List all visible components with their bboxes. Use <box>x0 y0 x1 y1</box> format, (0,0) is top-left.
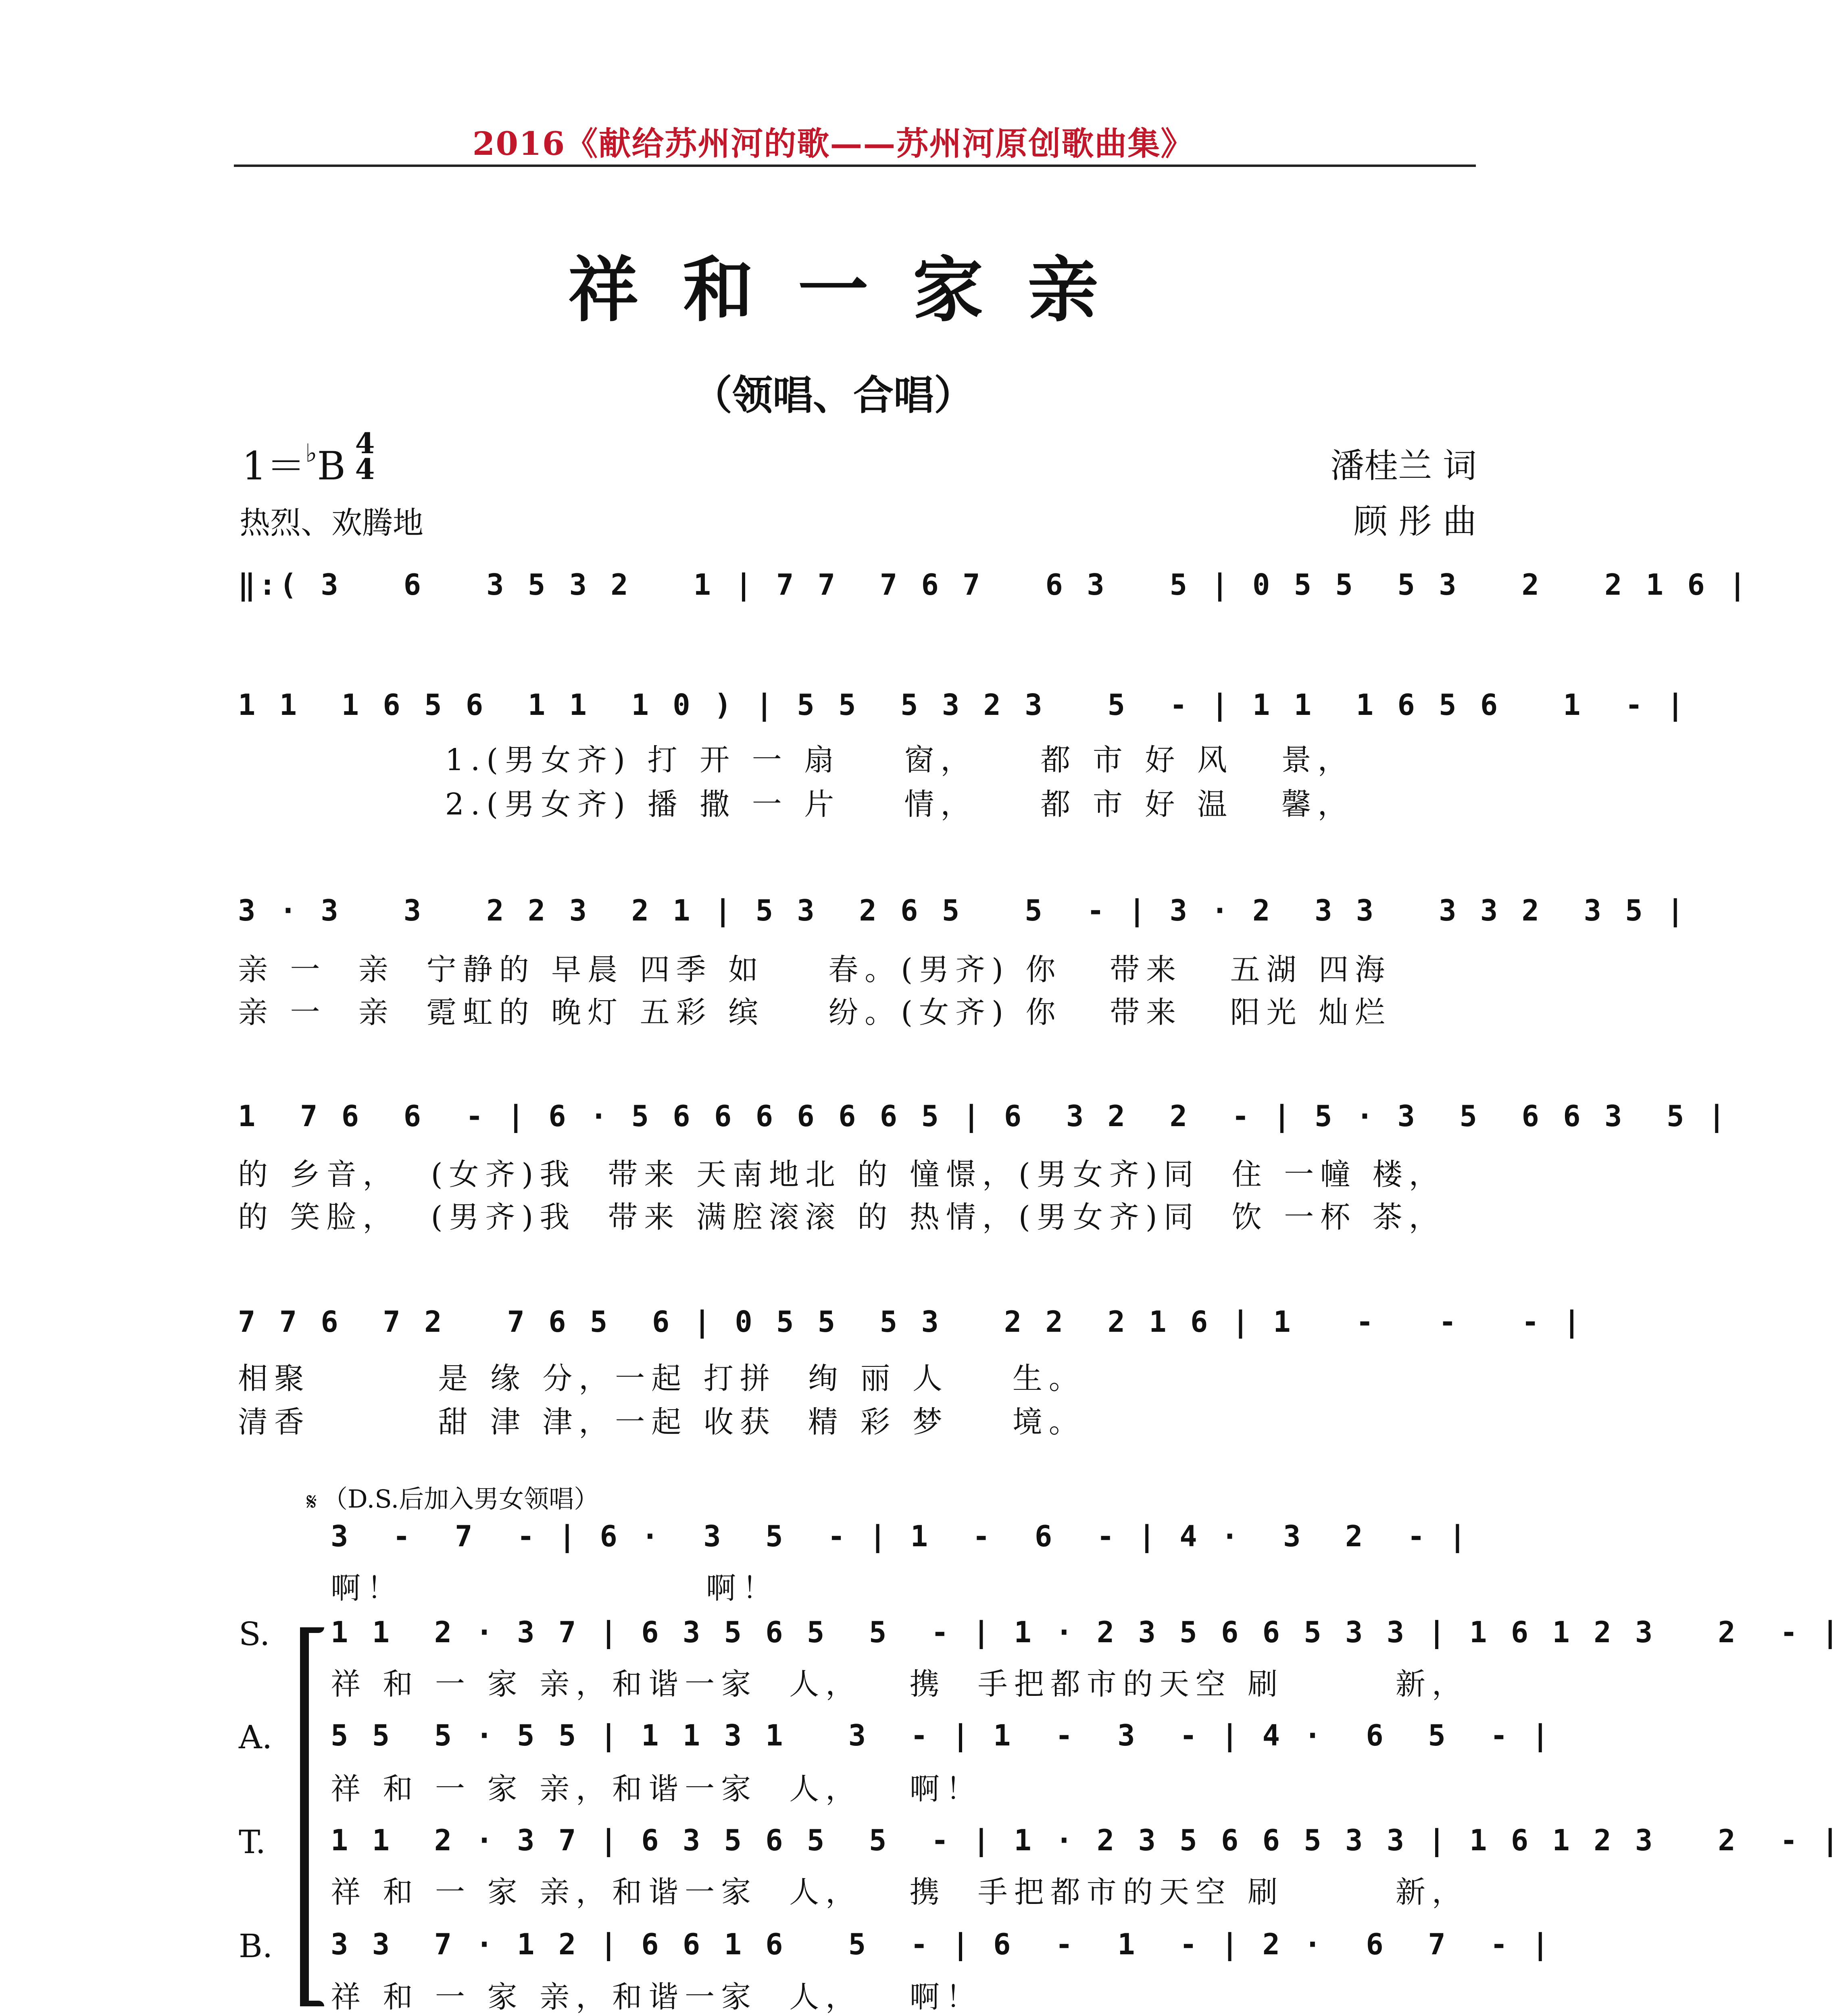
voice-label-bass: B. <box>239 1927 273 1965</box>
time-signature <box>355 427 375 486</box>
system-5-lyric-verse2: 清香 甜 津 津，一起 收获 精 彩 梦 境。 <box>238 1405 1085 1439</box>
composer-credit: 顾 彤 曲 <box>1353 502 1477 541</box>
collection-title: 2016《献给苏州河的歌——苏州河原创歌曲集》 <box>472 125 1194 162</box>
header-rule <box>234 165 1476 167</box>
song-subtitle: （领唱、合唱） <box>692 371 974 419</box>
choir-brace <box>300 1627 309 2006</box>
key-note: B <box>317 444 346 489</box>
system-5-lyric-verse1: 相聚 是 缘 分，一起 打拼 绚 丽 人 生。 <box>238 1361 1085 1396</box>
voice-label-soprano: S. <box>239 1615 270 1653</box>
lead-lyrics: 啊！ 啊！ <box>331 1571 779 1606</box>
voice-label-tenor: T. <box>239 1823 266 1861</box>
system-2-lyric-verse1: 1.(男女齐) 打 开 一 扇 窗， 都 市 好 风 景， <box>238 743 1354 777</box>
alto-notes: 5 5 5 · 5 5 | 1 1 3 1 3 - | 1 - 3 - | 4 · 6 5 - | <box>331 1718 1552 1752</box>
soprano-lyrics: 祥 和 一 家 亲，和谐一家 人， 携 手把都市的天空 刷 新， <box>331 1667 1468 1702</box>
time-bottom: 4 <box>355 452 375 486</box>
alto-lyrics: 祥 和 一 家 亲，和谐一家 人， 啊！ <box>331 1772 982 1806</box>
key-signature <box>242 435 346 491</box>
tempo-marking: 热烈、欢腾地 <box>240 505 423 541</box>
lyricist-credit: 潘桂兰 词 <box>1330 446 1477 485</box>
voice-label-alto: A. <box>239 1718 273 1756</box>
choir-bracket-top <box>300 1627 324 1633</box>
system-3-lyric-verse1: 亲 一 亲 宁静的 早晨 四季 如 春。(男齐) 你 带来 五湖 四海 <box>238 952 1392 987</box>
tenor-notes: 1 1 2 · 3 7 | 6 3 5 6 5 5 - | 1 · 2 3 5 6 6 5 3 3 | 1 6 1 2 3 2 - | <box>331 1823 1842 1857</box>
system-5-notes: 7 7 6 7 2 7 6 5 6 | 0 5 5 5 3 2 2 2 1 6 | 1 - - - | <box>238 1305 1584 1339</box>
choir-bracket-bottom <box>300 2001 324 2006</box>
system-3-notes: 3 · 3 3 2 2 3 2 1 | 5 3 2 6 5 5 - | 3 · 2 3 3 3 3 2 3 5 | <box>238 893 1688 927</box>
system-4-notes: 1 7 6 6 - | 6 · 5 6 6 6 6 6 6 5 | 6 3 2 2 - | 5 · 3 5 6 6 3 5 | <box>238 1099 1729 1133</box>
time-top: 4 <box>355 427 375 460</box>
system-3-lyric-verse2: 亲 一 亲 霓虹的 晚灯 五彩 缤 纷。(女齐) 你 带来 阳光 灿烂 <box>238 995 1392 1030</box>
bass-lyrics: 祥 和 一 家 亲，和谐一家 人， 啊！ <box>331 1980 982 2014</box>
segno-sign: 𝄋 <box>306 1488 317 1516</box>
soprano-notes: 1 1 2 · 3 7 | 6 3 5 6 5 5 - | 1 · 2 3 5 6 6 5 3 3 | 1 6 1 2 3 2 - | <box>331 1615 1842 1649</box>
tenor-lyrics: 祥 和 一 家 亲，和谐一家 人， 携 手把都市的天空 刷 新， <box>331 1875 1468 1910</box>
system-1-notes: ‖:( 3 6 3 5 3 2 1 | 7 7 7 6 7 6 3 5 | 0 5 5 5 3 2 2 1 6 | <box>238 568 1750 602</box>
key-label: 1＝ <box>242 444 306 489</box>
flat-sign: ♭ <box>305 438 317 468</box>
system-2-notes: 1 1 1 6 5 6 1 1 1 0 ) | 5 5 5 3 2 3 5 - | 1 1 1 6 5 6 1 - | <box>238 688 1688 722</box>
lead-notes: 3 - 7 - | 6 · 3 5 - | 1 - 6 - | 4 · 3 2 - | <box>331 1519 1470 1553</box>
ds-note: （D.S.后加入男女领唱） <box>323 1484 599 1514</box>
system-4-lyric-verse1: 的 乡音， (女齐)我 带来 天南地北 的 憧憬，(男女齐)同 住 一幢 楼， <box>238 1157 1445 1192</box>
song-title: 祥和一家亲 <box>568 249 1143 331</box>
bass-notes: 3 3 7 · 1 2 | 6 6 1 6 5 - | 6 - 1 - | 2 · 6 7 - | <box>331 1927 1552 1961</box>
system-4-lyric-verse2: 的 笑脸， (男齐)我 带来 满腔滚滚 的 热情，(男女齐)同 饮 一杯 茶， <box>238 1200 1445 1235</box>
system-2-lyric-verse2: 2.(男女齐) 播 撒 一 片 情， 都 市 好 温 馨， <box>238 787 1354 822</box>
